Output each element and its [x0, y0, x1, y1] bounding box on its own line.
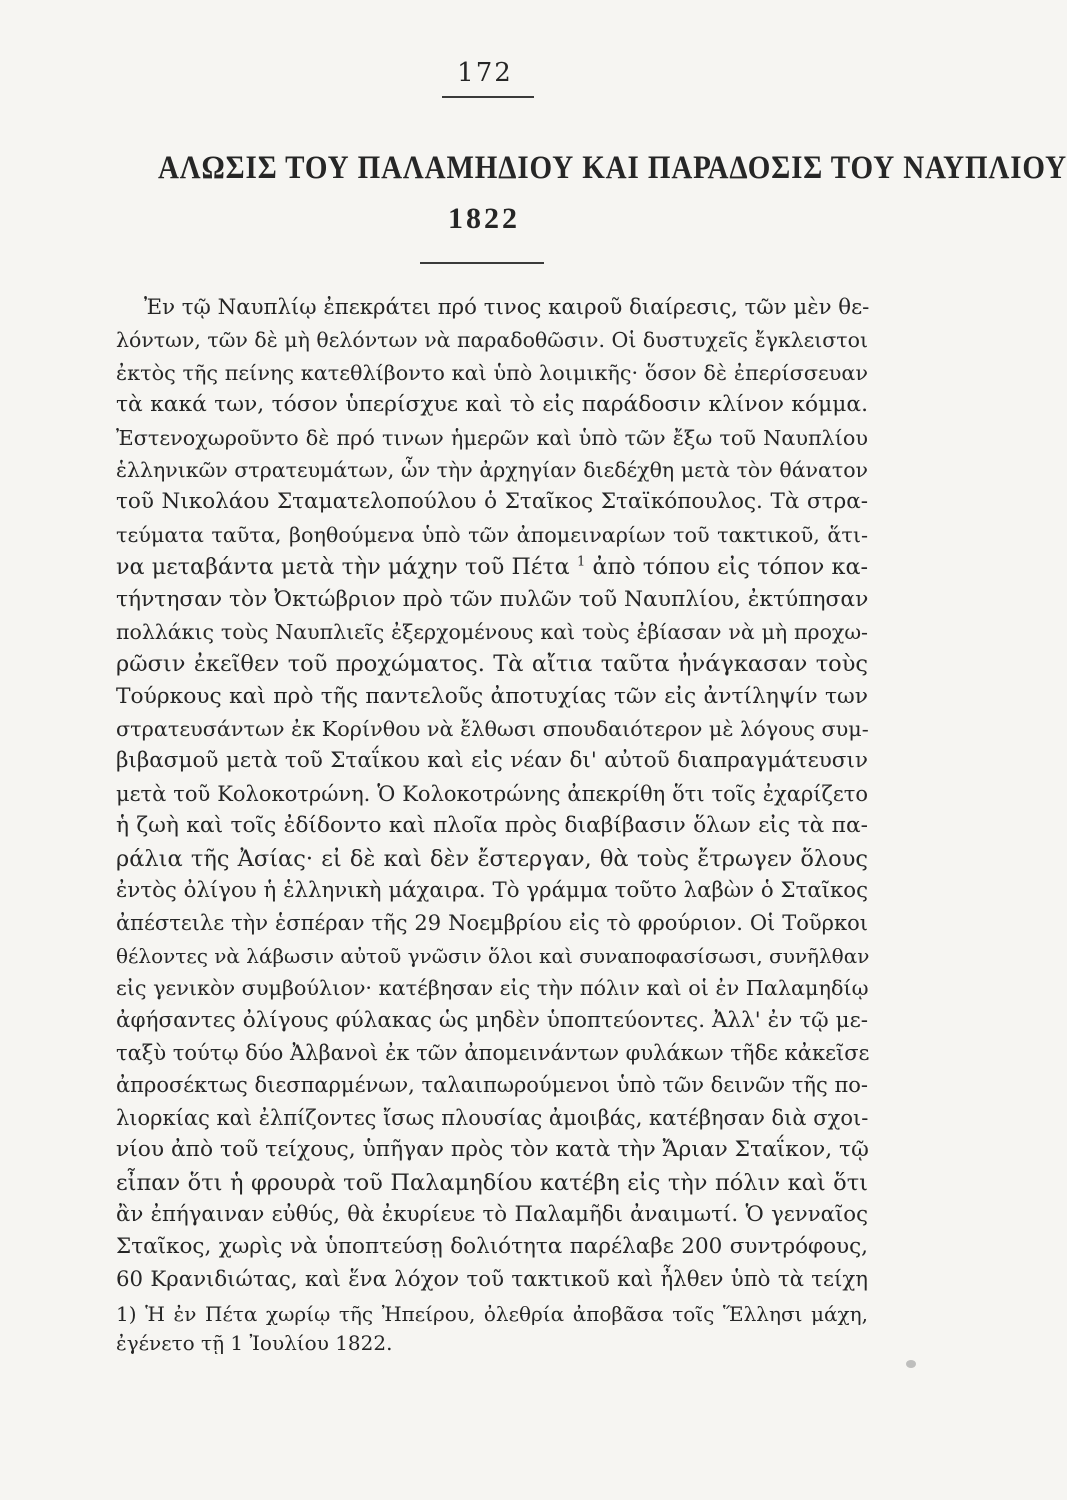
text-line: ἡ ζωὴ καὶ τοῖς ἐδίδοντο καὶ πλοῖα πρὸς διαβίβασιν ὅλων εἰς τὰ πα- [116, 813, 868, 839]
text-line: λιορκίας καὶ ἐλπίζοντες ἴσως πλουσίας ἀμοιβάς, κατέβησαν διὰ σχοι- [116, 1105, 869, 1130]
text-line: 60 Κρανιδιώτας, καὶ ἕνα λόχον τοῦ τακτικοῦ καὶ ἦλθεν ὑπὸ τὰ τείχη [116, 1266, 868, 1292]
text-segment: ἀπὸ τόπου εἰς τόπον κα- [592, 554, 868, 581]
chapter-year: 1822 [448, 202, 520, 235]
title-rule [420, 262, 544, 264]
text-line: εἶπαν ὅτι ἡ φρουρὰ τοῦ Παλαμηδίου κατέβη εἰς τὴν πόλιν καὶ ὅτι [116, 1169, 868, 1196]
text-line: μετὰ τοῦ Κολοκοτρώνη. Ὁ Κολοκοτρώνης ἀπεκρίθη ὅτι τοῖς ἐχαρίζετο [116, 781, 868, 806]
chapter-title: ΑΛΩΣΙΣ ΤΟΥ ΠΑΛΑΜΗΔΙΟΥ ΚΑΙ ΠΑΡΑΔΟΣΙΣ ΤΟΥ ΝΑΥΠΛΙΟΥ [157, 150, 1067, 186]
page-number: 172 [457, 58, 513, 88]
body-text [116, 292, 868, 1296]
text-line: πολλάκις τοὺς Ναυπλιεῖς ἐξερχομένους καὶ τοὺς ἐβίασαν νὰ μὴ προχω- [116, 619, 868, 644]
text-line: ράλια τῆς Ἀσίας· εἰ δὲ καὶ δὲν ἔστεργαν, θὰ τοὺς ἔτρωγεν ὅλους [116, 845, 868, 872]
text-line: τεύματα ταῦτα, βοηθούμενα ὑπὸ τῶν ἀπομειναρίων τοῦ τακτικοῦ, ἅτι- [116, 522, 868, 547]
text-line: ἐντὸς ὀλίγου ἡ ἑλληνικὴ μάχαιρα. Τὸ γράμμα τοῦτο λαβὼν ὁ Σταῖκος [116, 878, 868, 904]
text-line: ἀπροσέκτως διεσπαρμένων, ταλαιπωρούμενοι ὑπὸ τῶν δεινῶν τῆς πο- [116, 1073, 868, 1098]
text-line: νίου ἀπὸ τοῦ τείχους, ὑπῆγαν πρὸς τὸν κατὰ τὴν Ἄριαν Σταΐκον, τῷ [116, 1137, 869, 1163]
text-line: τὰ κακά των, τόσον ὑπερίσχυε καὶ τὸ εἰς παράδοσιν κλίνον κόμμα. [116, 392, 868, 418]
header-rule [442, 96, 534, 98]
text-line: Σταῖκος, χωρὶς νὰ ὑποπτεύσῃ δολιότητα παρέλαβε 200 συντρόφους, [116, 1234, 868, 1260]
text-line: ἂν ἐπήγαιναν εὐθύς, θὰ ἐκυρίευε τὸ Παλαμῆδι ἀναιμωτί. Ὁ γενναῖος [116, 1201, 868, 1227]
text-line: Ἐστενοχωροῦντο δὲ πρό τινων ἡμερῶν καὶ ὑπὸ τῶν ἔξω τοῦ Ναυπλίου [116, 425, 868, 450]
text-line: ἑλληνικῶν στρατευμάτων, ὧν τὴν ἀρχηγίαν διεδέχθη μετὰ τὸν θάνατον [116, 457, 868, 482]
text-line: τήντησαν τὸν Ὀκτώβριον πρὸ τῶν πυλῶν τοῦ Ναυπλίου, ἐκτύπησαν [116, 586, 869, 612]
text-segment: να μεταβάντα μετὰ τὴν μάχην τοῦ Πέτα [116, 554, 570, 581]
footnote-reference: 1 [576, 554, 586, 570]
footnote-line: ἐγένετο τῇ 1 Ἰουλίου 1822. [116, 1331, 393, 1355]
text-line: βιβασμοῦ μετὰ τοῦ Σταΐκου καὶ εἰς νέαν δι' αὐτοῦ διαπραγμάτευσιν [116, 748, 868, 774]
text-line: ἀπέστειλε τὴν ἑσπέραν τῆς 29 Νοεμβρίου εἰς τὸ φρούριον. Οἱ Τοῦρκοι [116, 911, 868, 936]
text-line: θέλοντες νὰ λάβωσιν αὐτοῦ γνῶσιν ὅλοι καὶ συναποφασίσωσι, συνῆλθαν [116, 943, 870, 968]
text-line: εἰς γενικὸν συμβούλιον· κατέβησαν εἰς τὴν πόλιν καὶ οἱ ἐν Παλαμηδίῳ [116, 976, 869, 1001]
text-line: στρατευσάντων ἐκ Κορίνθου νὰ ἔλθωσι σπουδαιότερον μὲ λόγους συμ- [116, 717, 869, 742]
text-line: τοῦ Νικολάου Σταματελοπούλου ὁ Σταῖκος Σταϊκόπουλος. Τὰ στρα- [116, 489, 868, 515]
text-line: ἀφήσαντες ὀλίγους φύλακας ὡς μηδὲν ὑποπτεύοντες. Ἀλλ' ἐν τῷ με- [116, 1007, 868, 1033]
text-line: Ἐν τῷ Ναυπλίῳ ἐπεκράτει πρό τινος καιροῦ διαίρεσις, τῶν μὲν θε- [144, 295, 870, 320]
text-line: ταξὺ τούτῳ δύο Ἀλβανοὶ ἐκ τῶν ἀπομεινάντων φυλάκων τῆδε κἀκεῖσε [116, 1040, 870, 1065]
text-line: λόντων, τῶν δὲ μὴ θελόντων νὰ παραδοθῶσιν. Οἱ δυστυχεῖς ἔγκλειστοι [116, 328, 868, 353]
footnote [116, 1300, 868, 1358]
text-line-with-footnote [116, 551, 868, 583]
text-line: ἐκτὸς τῆς πείνης κατεθλίβοντο καὶ ὑπὸ λοιμικῆς· ὅσον δὲ ἐπερίσσευαν [116, 360, 868, 385]
footnote-line: 1) Ἡ ἐν Πέτα χωρίῳ τῆς Ἠπείρου, ὀλεθρία ἀποβᾶσα τοῖς Ἕλλησι μάχη, [116, 1302, 868, 1326]
text-line: Τούρκους καὶ πρὸ τῆς παντελοῦς ἀποτυχίας τῶν εἰς ἀντίληψίν των [116, 683, 868, 709]
paper-speck [906, 1360, 916, 1368]
text-line: ρῶσιν ἐκεῖθεν τοῦ προχώματος. Τὰ αἴτια ταῦτα ἠνάγκασαν τοὺς [116, 651, 868, 678]
